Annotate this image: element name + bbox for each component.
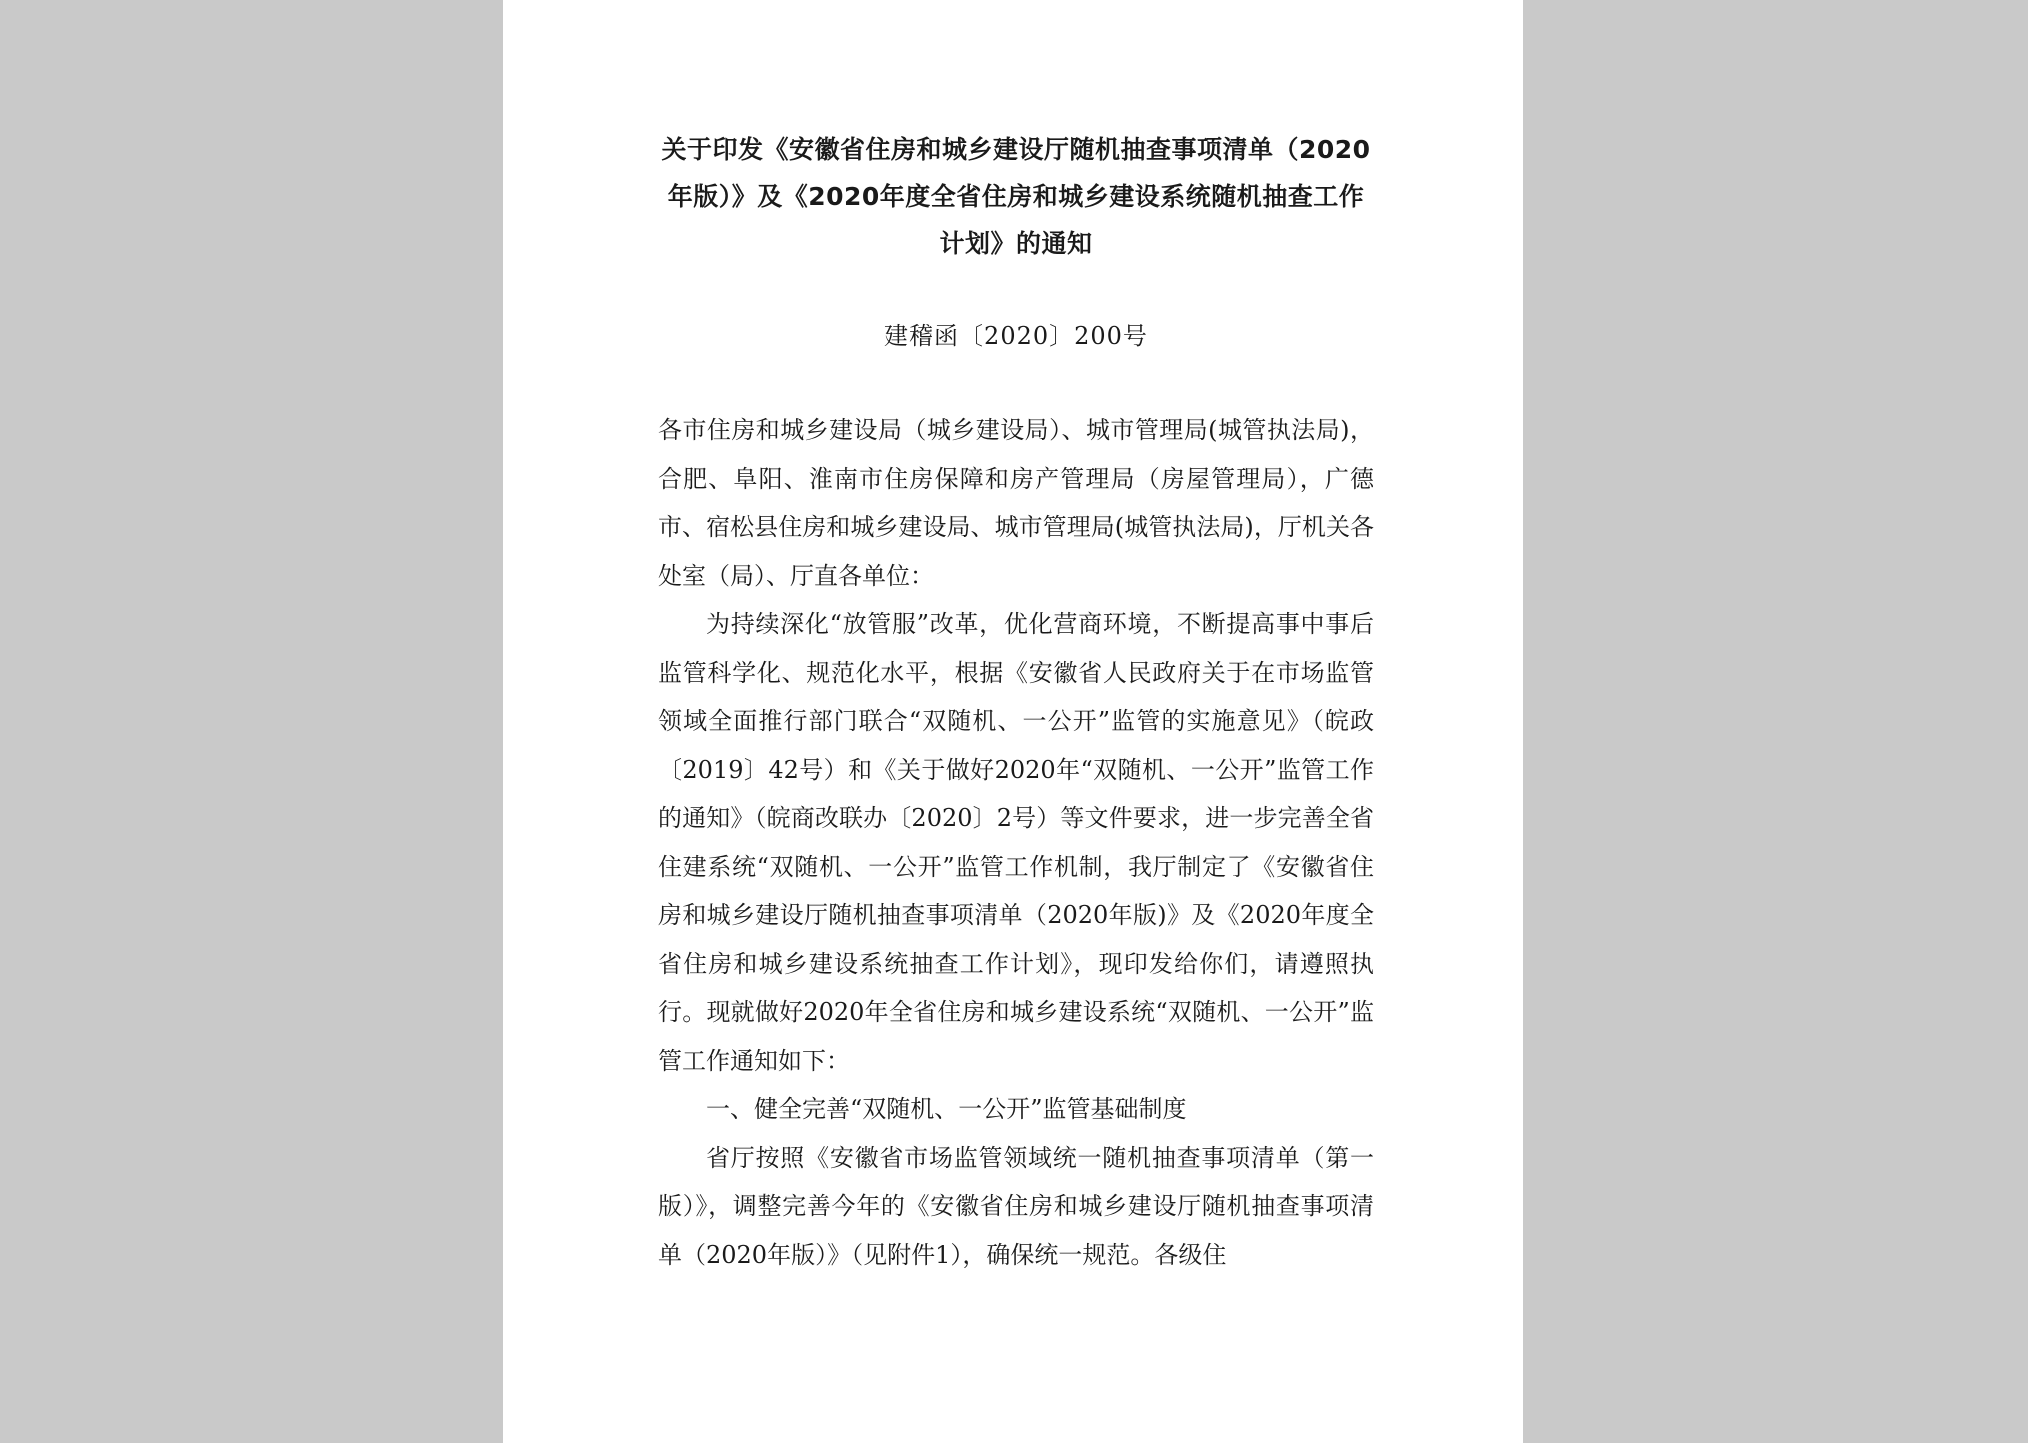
body-paragraph-2: 省厅按照《安徽省市场监管领域统一随机抽查事项清单（第一版）》，调整完善今年的《安徽省住房和城乡建设厅随机抽查事项清单（2020年版）》（见附件1），确保统一规范。各级住 [658, 1143, 1374, 1269]
body-paragraph-1: 为持续深化“放管服”改革，优化营商环境，不断提高事中事后监管科学化、规范化水平，根据《安徽省人民政府关于在市场监管领域全面推行部门联合“双随机、一公开”监管的实施意见》（皖政〔2019〕42号）和《关于做好2020年“双随机、一公开”监管工作的通知》（皖商改联办〔2020〕2号）等文件要求，进一步完善全省住建系统“双随机、一公开”监管工作机制，我厅制定了《安徽省住房和城乡建设厅随机抽查事项清单（2020年版)》及《2020年度全省住房和城乡建设系统抽查工作计划》，现印发给你们，请遵照执行。现就做好2020年全省住房和城乡建设系统“双随机、一公开”监管工作通知如下： [658, 610, 1374, 1075]
section-heading-1: 一、健全完善“双随机、一公开”监管基础制度 [706, 1095, 1187, 1123]
document-page [503, 0, 1523, 1443]
page-content [658, 126, 1374, 1279]
document-title: 关于印发《安徽省住房和城乡建设厅随机抽查事项清单（2020年版）》及《2020年度全省住房和城乡建设系统随机抽查工作计划》的通知 [661, 135, 1371, 258]
document-number: 建稽函〔2020〕200号 [884, 322, 1148, 350]
addressees: 各市住房和城乡建设局（城乡建设局）、城市管理局(城管执法局)，合肥、阜阳、淮南市住房保障和房产管理局（房屋管理局），广德市、宿松县住房和城乡建设局、城市管理局(城管执法局)，厅机关各处室（局）、厅直各单位： [658, 416, 1374, 590]
